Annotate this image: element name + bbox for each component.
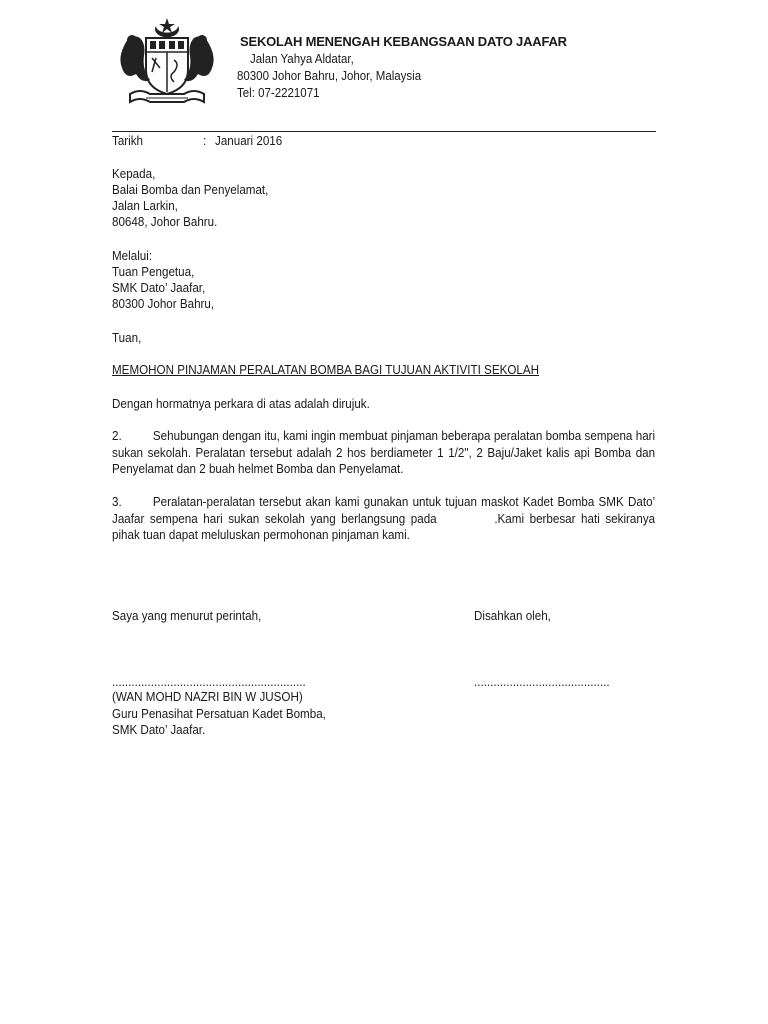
- closing-left: Saya yang menurut perintah,: [112, 609, 262, 623]
- signatory-title: Guru Penasihat Persatuan Kadet Bomba,: [112, 707, 326, 721]
- coat-of-arms-icon: [112, 18, 222, 110]
- date-separator: :: [203, 134, 207, 148]
- closing-right: Disahkan oleh,: [474, 609, 551, 623]
- salutation: Tuan,: [112, 331, 142, 345]
- signatory-name: (WAN MOHD NAZRI BIN W JUSOH): [112, 690, 303, 704]
- recipient-line: 80648, Johor Bahru.: [112, 215, 218, 229]
- date-value: Januari 2016: [215, 134, 283, 148]
- via-label: Melalui:: [112, 249, 153, 263]
- subject-heading: MEMOHON PINJAMAN PERALATAN BOMBA BAGI TUJUAN AKTIVITI SEKOLAH: [112, 363, 539, 377]
- paragraph-text: Peralatan-peralatan tersebut akan kami gunakan untuk tujuan maskot Kadet Bomba SMK Dato’ Jaafar sempena hari sukan sekolah yang berlangsung pada: [112, 495, 656, 526]
- school-name: SEKOLAH MENENGAH KEBANGSAAN DATO JAAFAR: [240, 34, 567, 49]
- address-line-1: Jalan Yahya Aldatar,: [250, 52, 354, 66]
- paragraph-2: [112, 428, 655, 478]
- phone-number: Tel: 07-2221071: [237, 86, 320, 100]
- signature-line-right: ..........................................: [474, 675, 610, 689]
- paragraph-text: .Kami berbesar hati sekiranya pihak tuan dapat meluluskan permohonan pinjaman kami.: [112, 511, 656, 542]
- address-line-2: 80300 Johor Bahru, Johor, Malaysia: [237, 69, 422, 83]
- recipient-line: Balai Bomba dan Penyelamat,: [112, 183, 269, 197]
- via-line: Tuan Pengetua,: [112, 265, 195, 279]
- signatory-school: SMK Dato’ Jaafar.: [112, 723, 206, 737]
- recipient-greeting: Kepada,: [112, 167, 156, 181]
- via-line: SMK Dato’ Jaafar,: [112, 281, 206, 295]
- paragraph-3: [112, 494, 655, 544]
- recipient-line: Jalan Larkin,: [112, 199, 178, 213]
- letterhead-divider: [112, 131, 656, 132]
- via-line: 80300 Johor Bahru,: [112, 297, 215, 311]
- paragraph-number: 3.: [112, 495, 122, 509]
- paragraph-number: 2.: [112, 429, 122, 443]
- date-label: Tarikh: [112, 134, 144, 148]
- paragraph-text: Sehubungan dengan itu, kami ingin membuat pinjaman beberapa peralatan bomba sempena hari sukan sekolah. Peralatan tersebut adalah 2 hos berdiameter 1 1/2", 2 Baju/Jaket kalis api Bomba dan Penyelamat dan 2 buah helmet Bomba dan Penyelamat.: [112, 429, 656, 476]
- signature-line-left: ............................................................: [112, 675, 306, 689]
- opening-line: Dengan hormatnya perkara di atas adalah dirujuk.: [112, 397, 370, 411]
